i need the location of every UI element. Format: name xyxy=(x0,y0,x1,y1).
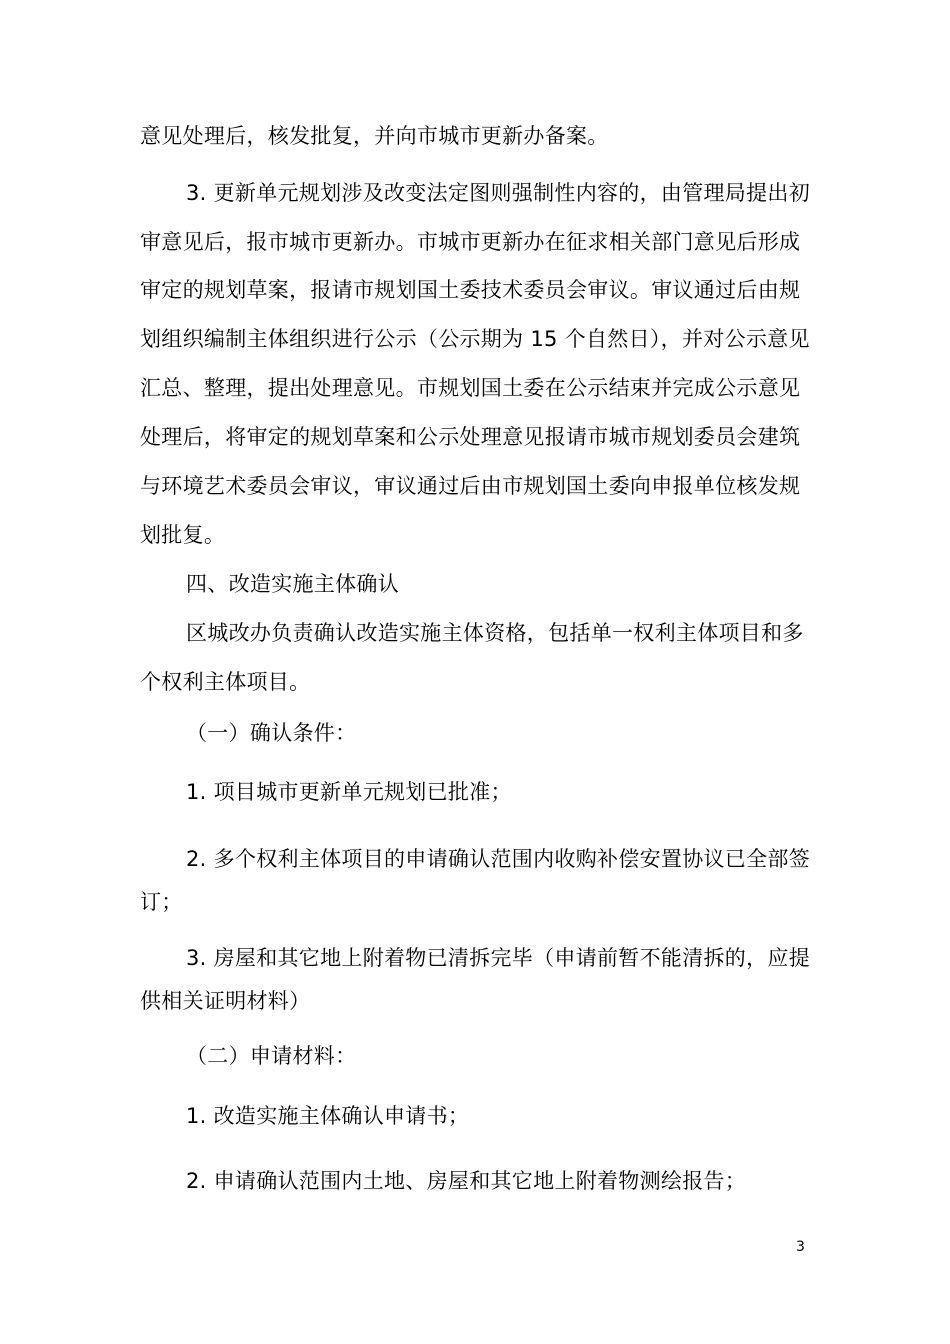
subsection-heading: （二）申请材料： xyxy=(186,1044,357,1068)
list-item-1: 1. 项目城市更新单元规划已批准； xyxy=(186,780,512,804)
text-line: 审定的规划草案，报请市规划国土委技术委员会审议。审议通过后由规 xyxy=(140,278,801,302)
list-item-3: 3. 更新单元规划涉及改变法定图则强制性内容的，由管理局提出初 xyxy=(186,181,811,205)
text-line: 个权利主体项目。 xyxy=(140,670,311,694)
text-line: 划组织编制主体组织进行公示（公示期为 15 个自然日），并对公示意见 xyxy=(140,327,810,351)
page-number: 3 xyxy=(796,1239,805,1255)
text-line: 划批复。 xyxy=(140,523,226,547)
text-line: 意见处理后，核发批复，并向市城市更新办备案。 xyxy=(140,124,609,148)
text-line: 与环境艺术委员会审议，审议通过后由市规划国土委向申报单位核发规 xyxy=(140,474,801,498)
list-item-1: 1. 改造实施主体确认申请书； xyxy=(186,1104,470,1128)
subsection-heading: （一）确认条件： xyxy=(186,721,357,745)
list-item-2: 2. 申请确认范围内土地、房屋和其它地上附着物测绘报告； xyxy=(186,1169,747,1193)
list-item-2: 2. 多个权利主体项目的申请确认范围内收购补偿安置协议已全部签 xyxy=(186,847,811,871)
paragraph-line: 区城改办负责确认改造实施主体资格，包括单一权利主体项目和多 xyxy=(186,621,804,645)
text-line: 订； xyxy=(140,890,183,914)
list-item-3: 3. 房屋和其它地上附着物已清拆完毕（申请前暂不能清拆的，应提 xyxy=(186,946,811,970)
text-line: 审意见后，报市城市更新办。市城市更新办在征求相关部门意见后形成 xyxy=(140,230,801,254)
section-heading: 四、改造实施主体确认 xyxy=(186,572,399,596)
text-line: 供相关证明材料） xyxy=(140,989,311,1013)
text-line: 处理后，将审定的规划草案和公示处理意见报请市城市规划委员会建筑 xyxy=(140,425,801,449)
text-line: 汇总、整理，提出处理意见。市规划国土委在公示结束并完成公示意见 xyxy=(140,376,801,400)
